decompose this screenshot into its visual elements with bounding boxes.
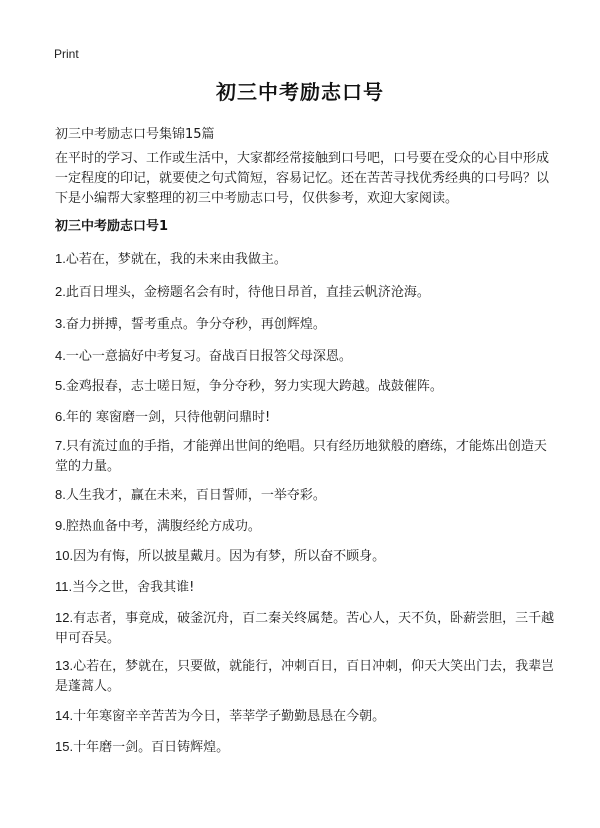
list-item-number: 4. <box>55 348 66 363</box>
list-item-number: 9. <box>55 518 66 533</box>
list-item-number: 7. <box>55 438 66 453</box>
list-item <box>55 376 555 397</box>
list-item-text: 当今之世，舍我其谁! <box>72 580 195 595</box>
list-item <box>55 407 555 428</box>
list-item <box>55 436 555 477</box>
list-item-number: 2. <box>55 284 66 299</box>
list-item-text: 十年寒窗辛辛苦苦为今日，莘莘学子勤勤恳恳在今朝。 <box>73 709 386 724</box>
list-item-text: 此百日埋头，金榜题名会有时，待他日昂首，直挂云帆济沧海。 <box>65 285 430 300</box>
list-item-text: 有志者，事竟成，破釜沉舟，百二秦关终属楚。苦心人，天不负，卧薪尝胆，三千越甲可吞吴。 <box>55 611 555 646</box>
list-item <box>55 706 555 727</box>
intro-paragraph: 在平时的学习、工作或生活中，大家都经常接触到口号吧，口号要在受众的心目中形成一定程度的印记，就要使之句式简短，容易记忆。还在苦苦寻找优秀经典的口号吗？以下是小编帮大家整理的初三中考励志口号，仅供参考，欢迎大家阅读。 <box>55 151 550 206</box>
list-item <box>55 546 555 567</box>
list-item-text: 心若在，梦就在，我的未来由我做主。 <box>65 252 287 267</box>
list-item-number: 6. <box>55 409 66 424</box>
list-item-text: 腔热血备中考，满腹经纶方成功。 <box>65 519 261 534</box>
list-item <box>55 485 555 506</box>
list-item-number: 12. <box>55 610 74 625</box>
list-item-number: 14. <box>55 708 74 723</box>
list-item-text: 心若在，梦就在，只要做，就能行，冲刺百日，百日冲刺，仰天大笑出门去，我辈岂是蓬蒿人。 <box>55 659 555 694</box>
list-item <box>55 282 555 303</box>
list-item-text: 年的 寒窗磨一剑，只待他朝问鼎时! <box>65 410 271 425</box>
section-heading: 初三中考励志口号1 <box>55 219 169 234</box>
list-item-text: 十年磨一剑。百日铸辉煌。 <box>73 740 230 755</box>
list-item-number: 1. <box>55 251 66 266</box>
list-item-number: 11. <box>55 579 73 594</box>
list-item-text: 只有流过血的手指，才能弹出世间的绝唱。只有经历地狱般的磨练，才能炼出创造天堂的力量。 <box>55 439 547 474</box>
list-item <box>55 249 555 270</box>
print-link[interactable]: Print <box>54 47 79 61</box>
list-item-text: 因为有悔，所以披星戴月。因为有梦，所以奋不顾身。 <box>73 549 386 564</box>
list-item-number: 5. <box>55 378 66 393</box>
list-item-text: 金鸡报春，志士嗟日短，争分夺秒，努力实现大跨越。战鼓催阵。 <box>65 379 443 394</box>
list-item <box>55 346 555 367</box>
list-item-number: 10. <box>55 548 74 563</box>
page-title: 初三中考励志口号 <box>216 80 384 104</box>
list-item-number: 3. <box>55 316 66 331</box>
document-subtitle: 初三中考励志口号集锦15篇 <box>55 127 215 142</box>
list-item <box>55 577 555 598</box>
list-item <box>55 516 555 537</box>
list-item-number: 15. <box>55 739 74 754</box>
list-item-text: 奋力拼搏，誓考重点。争分夺秒，再创辉煌。 <box>65 317 326 332</box>
list-item-text: 人生我才，赢在未来，百日誓师，一举夺彩。 <box>65 488 326 503</box>
list-item-number: 13. <box>55 658 74 673</box>
list-item <box>55 737 555 758</box>
list-item <box>55 314 555 335</box>
list-item-number: 8. <box>55 487 66 502</box>
list-item <box>55 656 555 697</box>
list-item <box>55 608 555 649</box>
list-item-text: 一心一意搞好中考复习。奋战百日报答父母深恩。 <box>65 349 352 364</box>
